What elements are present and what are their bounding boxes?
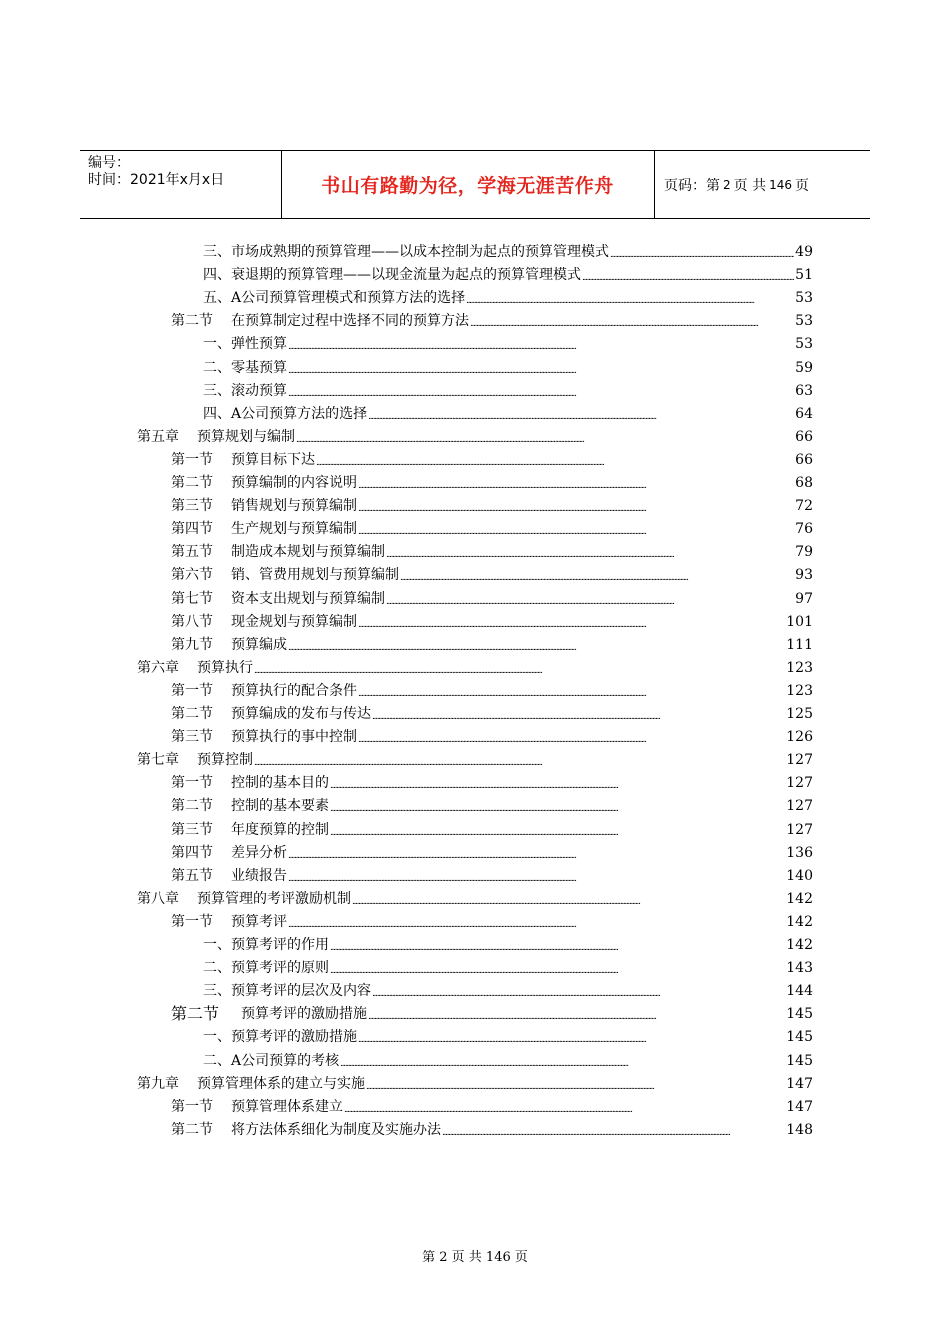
toc-entry-number: 第六节: [171, 567, 213, 583]
toc-entry-number: 第七节: [171, 591, 213, 607]
toc-entry-number: 第九章: [137, 1076, 179, 1092]
toc-entry-page: 127: [786, 798, 813, 814]
toc-entry-number: 三、: [203, 244, 231, 260]
toc-entry-title: 在预算制定过程中选择不同的预算方法: [231, 313, 469, 329]
toc-entry[interactable]: [171, 635, 813, 655]
toc-dot-leader: [340, 1051, 785, 1071]
toc-entry[interactable]: [171, 796, 813, 816]
toc-dot-leader: [254, 750, 785, 770]
toc-entry-page: 123: [786, 660, 813, 676]
toc-entry[interactable]: [203, 381, 813, 401]
toc-entry[interactable]: [171, 496, 813, 516]
toc-entry-title: 预算编成的发布与传达: [231, 706, 371, 722]
toc-entry-title: 预算考评的作用: [231, 937, 329, 953]
toc-entry[interactable]: [203, 404, 813, 424]
page-total: 146: [769, 177, 792, 192]
toc-entry[interactable]: [171, 473, 813, 493]
toc-entry-number: 第三节: [171, 498, 213, 514]
toc-entry-page: 53: [795, 290, 813, 306]
toc-entry-number: 三、: [203, 383, 231, 399]
toc-entry[interactable]: [171, 450, 813, 470]
date-label: 时间：2021年x月x日: [88, 172, 225, 188]
toc-dot-leader: [344, 1097, 785, 1117]
toc-entry-title: 控制的基本要素: [231, 798, 329, 814]
toc-entry-title: 生产规划与预算编制: [231, 521, 357, 537]
toc-dot-leader: [254, 658, 785, 678]
toc-entry-page: 93: [795, 567, 813, 583]
toc-entry[interactable]: [137, 889, 813, 909]
toc-entry[interactable]: [171, 727, 813, 747]
toc-entry-page: 66: [795, 452, 813, 468]
toc-entry-page: 68: [795, 475, 813, 491]
toc-entry-title: 销售规划与预算编制: [231, 498, 357, 514]
toc-entry-number: 第一节: [171, 775, 213, 791]
toc-entry-title: 预算控制: [197, 752, 253, 768]
toc-entry-title: 预算执行的事中控制: [231, 729, 357, 745]
toc-entry[interactable]: [171, 1120, 813, 1140]
header-divider: [654, 151, 655, 218]
toc-entry[interactable]: [171, 820, 813, 840]
toc-entry-number: 第一节: [171, 1099, 213, 1115]
toc-dot-leader: [358, 496, 794, 516]
toc-dot-leader: [288, 843, 785, 863]
serial-label: 编号：: [88, 155, 130, 171]
toc-entry-page: 127: [786, 752, 813, 768]
toc-dot-leader: [288, 866, 785, 886]
toc-entry[interactable]: [203, 981, 813, 1001]
toc-dot-leader: [296, 427, 794, 447]
toc-entry[interactable]: [171, 589, 813, 609]
toc-entry-number: 第二节: [171, 1122, 213, 1138]
toc-entry[interactable]: [137, 658, 813, 678]
page-mid: 页 共: [733, 177, 767, 194]
toc-entry-page: 79: [795, 544, 813, 560]
toc-entry-title: 预算编制的内容说明: [231, 475, 357, 491]
toc-entry-page: 142: [786, 891, 813, 907]
toc-entry-title: 预算考评的激励措施: [231, 1029, 357, 1045]
toc-entry-number: 第一节: [171, 452, 213, 468]
toc-entry[interactable]: [137, 427, 813, 447]
toc-entry-number: 一、: [203, 1029, 231, 1045]
toc-entry[interactable]: [171, 311, 813, 331]
toc-entry-page: 97: [795, 591, 813, 607]
toc-entry-number: 第五章: [137, 429, 179, 445]
toc-entry-title: 现金规划与预算编制: [231, 614, 357, 630]
toc-dot-leader: [330, 820, 785, 840]
toc-dot-leader: [330, 796, 785, 816]
toc-entry-title: 滚动预算: [231, 383, 287, 399]
toc-entry[interactable]: [171, 542, 813, 562]
toc-entry-number: 三、: [203, 983, 231, 999]
toc-entry-title: 控制的基本目的: [231, 775, 329, 791]
header-motto: 书山有路勤为径，学海无涯苦作舟: [321, 175, 614, 197]
toc-entry-page: 66: [795, 429, 813, 445]
toc-entry-page: 63: [795, 383, 813, 399]
toc-entry-page: 144: [786, 983, 813, 999]
toc-entry[interactable]: [171, 843, 813, 863]
toc-entry-number: 第二节: [171, 798, 213, 814]
toc-entry-title: A公司预算方法的选择: [231, 406, 368, 422]
toc-entry-page: 49: [795, 244, 813, 260]
toc-entry-title: 预算执行的配合条件: [231, 683, 357, 699]
toc-dot-leader: [358, 473, 794, 493]
toc-entry-title: 年度预算的控制: [231, 822, 329, 838]
toc-entry-page: 76: [795, 521, 813, 537]
toc-entry-number: 二、: [203, 1053, 231, 1069]
toc-entry-number: 第九节: [171, 637, 213, 653]
toc-entry[interactable]: [171, 1004, 813, 1024]
toc-entry[interactable]: [203, 958, 813, 978]
toc-entry-page: 147: [786, 1076, 813, 1092]
toc-entry-number: 第六章: [137, 660, 179, 676]
toc-entry[interactable]: [171, 1097, 813, 1117]
toc-entry-page: 123: [786, 683, 813, 699]
toc-entry-title: 预算编成: [231, 637, 287, 653]
toc-entry-number: 第三节: [171, 729, 213, 745]
toc-entry-page: 145: [786, 1029, 813, 1045]
page-footer: 第 2 页 共 146 页: [422, 1250, 528, 1265]
toc-entry-title: 零基预算: [231, 360, 287, 376]
toc-entry-page: 64: [795, 406, 813, 422]
toc-entry[interactable]: [171, 681, 813, 701]
document-header: [80, 150, 870, 219]
page-number: 2: [723, 177, 731, 192]
toc-entry[interactable]: [171, 912, 813, 932]
toc-entry-page: 143: [786, 960, 813, 976]
toc-entry[interactable]: [203, 935, 813, 955]
toc-entry-title: 预算管理体系建立: [231, 1099, 343, 1115]
toc-dot-leader: [288, 912, 785, 932]
toc-entry-title: 销、管费用规划与预算编制: [231, 567, 399, 583]
toc-entry-number: 四、: [203, 406, 231, 422]
toc-entry-title: 预算规划与编制: [197, 429, 295, 445]
toc-entry-number: 第一节: [171, 683, 213, 699]
toc-dot-leader: [330, 935, 785, 955]
page-prefix: 页码：第: [664, 177, 720, 194]
toc-entry-page: 142: [786, 914, 813, 930]
toc-entry-page: 53: [795, 336, 813, 352]
page-suffix: 页: [795, 177, 809, 194]
toc-entry-title: 预算考评的层次及内容: [231, 983, 371, 999]
toc-dot-leader: [466, 288, 794, 308]
toc-entry-title: 差异分析: [231, 845, 287, 861]
toc-entry-number: 第八节: [171, 614, 213, 630]
toc-entry[interactable]: [203, 288, 813, 308]
toc-entry-page: 136: [786, 845, 813, 861]
toc-entry-number: 第四节: [171, 845, 213, 861]
toc-entry-title: 弹性预算: [231, 336, 287, 352]
toc-entry-number: 二、: [203, 960, 231, 976]
header-meta: [88, 155, 224, 189]
toc-entry[interactable]: [203, 1051, 813, 1071]
toc-dot-leader: [358, 727, 785, 747]
toc-dot-leader: [330, 773, 785, 793]
toc-entry[interactable]: [171, 866, 813, 886]
toc-entry-title: 预算考评的激励措施: [241, 1006, 368, 1022]
toc-entry-title: 资本支出规划与预算编制: [231, 591, 385, 607]
toc-entry-title: 将方法体系细化为制度及实施办法: [231, 1122, 441, 1138]
toc-dot-leader: [372, 981, 785, 1001]
toc-entry-page: 125: [786, 706, 813, 722]
toc-entry-page: 148: [786, 1122, 813, 1138]
toc-entry-page: 127: [786, 775, 813, 791]
toc-dot-leader: [386, 542, 794, 562]
toc-entry-number: 第二节: [171, 313, 213, 329]
toc-entry-title: 预算管理的考评激励机制: [197, 891, 351, 907]
toc-entry-title: 衰退期的预算管理——以现金流量为起点的预算管理模式: [231, 267, 581, 283]
toc-entry-page: 145: [786, 1006, 813, 1022]
toc-entry-page: 72: [795, 498, 813, 514]
toc-dot-leader: [358, 612, 785, 632]
header-page-info: [664, 151, 809, 218]
toc-entry[interactable]: [171, 612, 813, 632]
toc-entry[interactable]: [171, 704, 813, 724]
toc-entry[interactable]: [203, 265, 813, 285]
toc-entry-title: 业绩报告: [231, 868, 287, 884]
toc-entry[interactable]: [171, 773, 813, 793]
toc-entry-number: 四、: [203, 267, 231, 283]
toc-entry-title: A公司预算的考核: [231, 1053, 340, 1069]
toc-dot-leader: [288, 358, 794, 378]
toc-entry-page: 111: [786, 637, 813, 653]
toc-entry[interactable]: [171, 565, 813, 585]
toc-dot-leader: [400, 565, 794, 585]
toc-entry-title: 预算执行: [197, 660, 253, 676]
toc-entry-number: 第七章: [137, 752, 179, 768]
toc-entry[interactable]: [203, 1027, 813, 1047]
toc-entry-title: 预算管理体系的建立与实施: [197, 1076, 365, 1092]
toc-entry-page: 53: [795, 313, 813, 329]
toc-dot-leader: [610, 242, 794, 262]
toc-entry-number: 五、: [203, 290, 231, 306]
toc-entry-title: 制造成本规划与预算编制: [231, 544, 385, 560]
toc-entry-page: 147: [786, 1099, 813, 1115]
toc-entry[interactable]: [203, 358, 813, 378]
toc-dot-leader: [582, 265, 794, 285]
toc-entry-page: 51: [795, 267, 813, 283]
toc-entry-page: 59: [795, 360, 813, 376]
toc-entry-page: 145: [786, 1053, 813, 1069]
toc-entry-page: 127: [786, 822, 813, 838]
toc-entry-title: A公司预算管理模式和预算方法的选择: [231, 290, 466, 306]
toc-dot-leader: [358, 519, 794, 539]
toc-dot-leader: [358, 1027, 785, 1047]
toc-entry[interactable]: [203, 242, 813, 262]
toc-entry-number: 第二节: [171, 475, 213, 491]
toc-entry-number: 第二节: [171, 1004, 220, 1023]
toc-entry[interactable]: [171, 519, 813, 539]
toc-entry-number: 一、: [203, 937, 231, 953]
toc-entry-page: 101: [786, 614, 813, 630]
toc-entry[interactable]: [203, 334, 813, 354]
toc-entry-title: 预算考评: [231, 914, 287, 930]
toc-dot-leader: [366, 1074, 785, 1094]
toc-dot-leader: [368, 404, 794, 424]
toc-dot-leader: [386, 589, 794, 609]
toc-entry-page: 142: [786, 937, 813, 953]
toc-dot-leader: [288, 381, 794, 401]
toc-dot-leader: [352, 889, 785, 909]
toc-dot-leader: [372, 704, 785, 724]
toc-dot-leader: [330, 958, 785, 978]
toc-entry-page: 126: [786, 729, 813, 745]
toc-entry-number: 二、: [203, 360, 231, 376]
toc-entry-number: 第一节: [171, 914, 213, 930]
toc-dot-leader: [358, 681, 785, 701]
toc-entry-page: 140: [786, 868, 813, 884]
toc-dot-leader: [316, 450, 794, 470]
toc-entry-number: 第四节: [171, 521, 213, 537]
toc-dot-leader: [288, 334, 794, 354]
toc-entry[interactable]: [137, 750, 813, 770]
toc-entry-number: 第三节: [171, 822, 213, 838]
toc-entry-number: 第五节: [171, 868, 213, 884]
toc-dot-leader: [442, 1120, 785, 1140]
toc-entry-title: 市场成熟期的预算管理——以成本控制为起点的预算管理模式: [231, 244, 609, 260]
toc-dot-leader: [288, 635, 785, 655]
toc-entry-title: 预算考评的原则: [231, 960, 329, 976]
toc-entry-number: 第二节: [171, 706, 213, 722]
toc-entry-number: 第八章: [137, 891, 179, 907]
toc-entry-number: 第五节: [171, 544, 213, 560]
toc-dot-leader: [368, 1004, 785, 1024]
toc-entry[interactable]: [137, 1074, 813, 1094]
toc-entry-title: 预算目标下达: [231, 452, 315, 468]
toc-entry-number: 一、: [203, 336, 231, 352]
toc-dot-leader: [470, 311, 794, 331]
